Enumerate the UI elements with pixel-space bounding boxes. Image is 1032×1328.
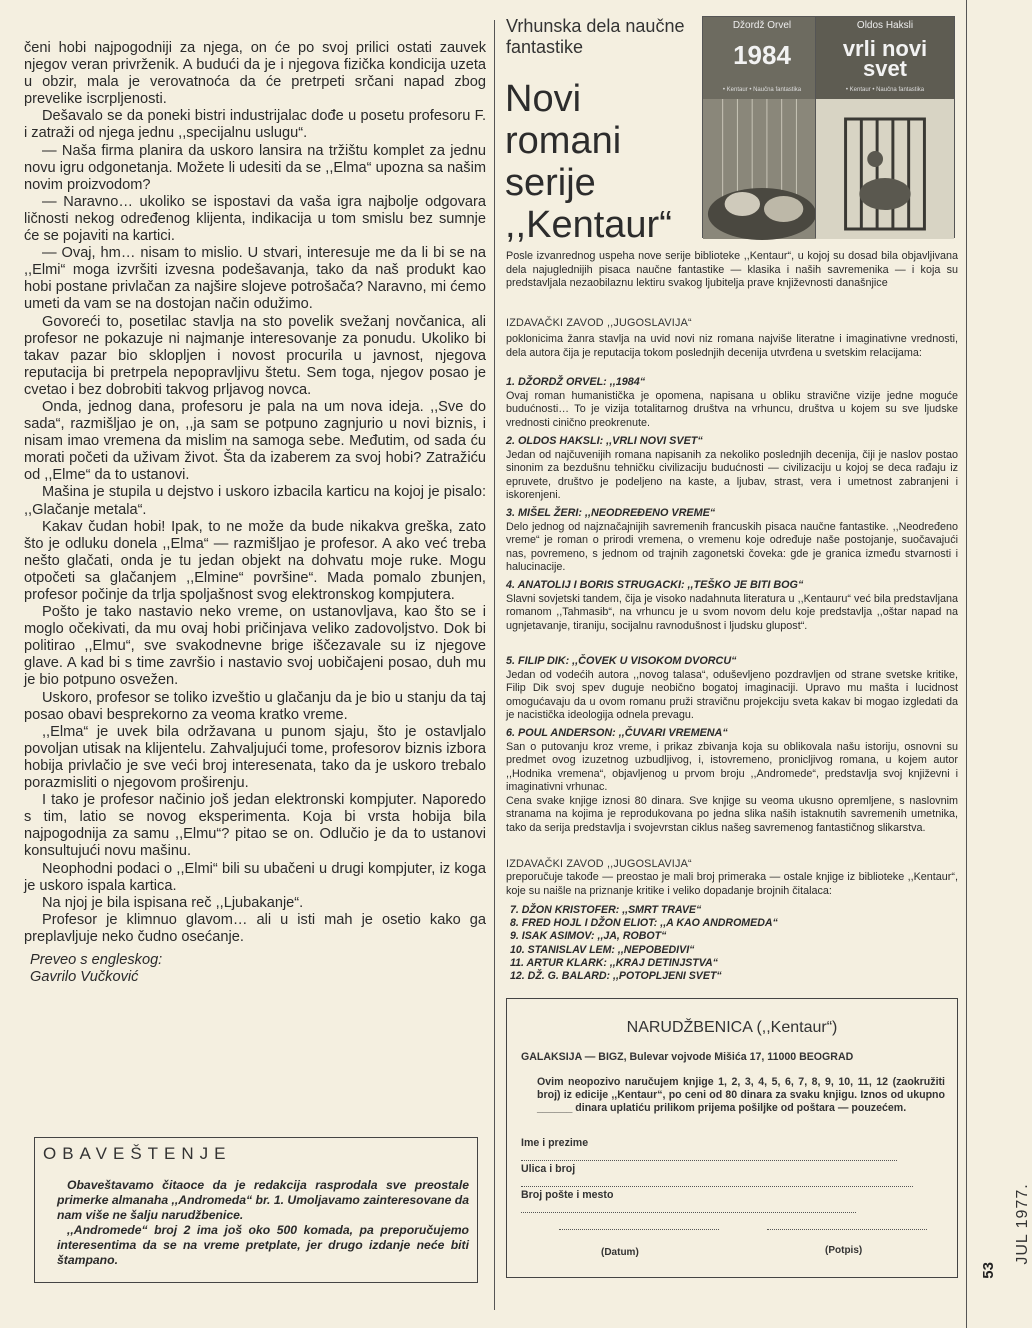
story-paragraph: — Ovaj, hm… nisam to mislio. U stvari, interesuje me da li bi se na ,,Elmi“ moga izvršiti izvesna podešavanja, tako da naš produkt kao hobi postane privlačan za najšire slojeve potrošača? Naravno, mi ćemo umeti da vam se na dostojan način odužimo. <box>24 245 486 313</box>
list-item: 7. DŽON KRISTOFER: ,,SMRT TRAVE“ <box>510 904 702 916</box>
book-entry-5 <box>506 655 958 723</box>
book-entry-4 <box>506 579 958 633</box>
book-entry-2 <box>506 435 958 503</box>
story-paragraph: Govoreći to, posetilac stavlja na sto povelik svežanj novčanica, ali profesor ne pokazuje ni najmanje interesovanje za ponudu. Ukoliko bi takav pazar bio sklopljen i novost procurila u javnost, njegova reputacija bi pretrpela nepopravljivu štetu. Sem toga, njegov posao je cvetao i bez dobrobiti takvog prljavog novca. <box>24 313 486 398</box>
notice-title: OBAVEŠTENJE <box>43 1144 232 1163</box>
series-subtitle: Vrhunska dela naučne fantastike <box>506 16 685 57</box>
series-title: Novi romani serije ,,Kentaur“ <box>505 78 672 246</box>
story-paragraph: Profesor je klimnuo glavom… ali u isti mah je osetio kako ga preplavljuje neko čudno osećanje. <box>24 911 486 945</box>
page-number: 53 <box>980 1262 997 1279</box>
story-paragraph: — Naša firma planira da uskoro lansira na tržištu komplet za jednu novu igru odgonetanja. Možete li udesiti da se ,,Elma“ upozna sa našim novim proizvodom? <box>24 142 486 193</box>
story-paragraph: čeni hobi najpogodniji za njega, on će po svoj prilici ostati zauvek njegov veran privrženik. A budući da je i njegova fizička kondicija uzeta u obzir, mala je verovatnoća da će pretrpeti srčani napad zbog prevelike iscrpljenosti. <box>24 40 486 108</box>
street-field[interactable] <box>521 1163 949 1187</box>
book-description: Jedan od vodećih autora ,,novog talasa“, oduševljeno pozdravljen od strane svetske kritike, Filip Dik svoj spev duguje neobično bogatoj imaginaciji. Upravo mu mašta i lucidnost omogućavaju da u ovom romanu pruži stravičnu projekciju sveta kakav bi mogao izgledati da je nacistička ideologija odnela prevagu. <box>506 668 958 721</box>
story-paragraph: Kakav čudan hobi! Ipak, to ne može da bude nikakva greška, zato što je odluku donela ,,Elma“ — razmišljao je profesor. A ako već treba nešto glačati, onda je tu jedan objekt na dohvatu moje ruke. Mogu otpočeti sa glačanjem ,,Elmine“ površine“. Mada pomalo zbunjen, profesor počinje da trlja spoljašnost svog elektronskog kompjutera. <box>24 518 486 603</box>
cover-author: Džordž Orvel <box>732 20 792 31</box>
story-paragraph: Neophodni podaci o ,,Elmi“ bili su ubačeni u drugi kompjuter, iz koga je uskoro ispala kartica. <box>24 860 486 894</box>
book-description: San o putovanju kroz vreme, i prikaz zbivanja koja su oblikovala našu istoriju, osnovni su predmet ovog izuzetnog uzbudljivog, i, istovremeno, pronicljivog romana, u kojem autor ,,Hodnika vremena“, objavljenog u prvom broju ,,Andromede“, predstavlja svoj književni i imaginativni vrhunac. <box>506 740 958 793</box>
book-entry-6 <box>506 727 958 835</box>
date-label: (Datum) <box>601 1247 639 1258</box>
cover-series-strip: • Kentaur • Naučna fantastika <box>845 87 925 93</box>
cover-illustration-icon <box>816 99 954 239</box>
cover-series-strip: • Kentaur • Naučna fantastika <box>722 87 802 93</box>
publisher-name: IZDAVAČKI ZAVOD ,,JUGOSLAVIJA“ <box>506 858 692 870</box>
story-paragraph: Dešavalo se da poneki bistri industrijalac dođe u posetu profesoru F. i zatraži od njega jednu ,,specijalnu uslugu“. <box>24 108 486 142</box>
book-heading: 1. DŽORDŽ ORVEL: ,,1984“ <box>506 376 646 388</box>
translator-label: Preveo s engleskog: <box>30 951 163 968</box>
book-heading: 4. ANATOLIJ I BORIS STRUGACKI: ,,TEŠKO JE BITI BOG“ <box>506 579 804 591</box>
more-books-list <box>510 904 950 983</box>
cover-title: vrli novi svet <box>842 36 928 81</box>
story-column <box>24 40 486 986</box>
story-paragraph: Mašina je stupila u dejstvo i uskoro izbacila karticu na kojoj je pisalo: ,,Glačanje metala“. <box>24 484 486 518</box>
notice-paragraph: ,,Andromede“ broj 2 ima još oko 500 komada, pa preporučujemo interesentima da se na vreme pretplate, jer drugo izdanje neće biti štampano. <box>57 1223 469 1267</box>
book-heading: 6. POUL ANDERSON: ,,ČUVARI VREMENA“ <box>506 727 728 739</box>
order-form-title: NARUDŽBENICA (,,Kentaur“) <box>626 1019 838 1036</box>
book-cover-1984 <box>702 16 822 238</box>
story-paragraph: — Naravno… ukoliko se ispostavi da vaša igra najbolje odgovara ličnosti nekog određenog klijenta, indikacija u tom smislu bez sumnje će se pojaviti na kartici. <box>24 193 486 245</box>
name-field-line[interactable] <box>521 1160 897 1161</box>
book-heading: 2. OLDOS HAKSLI: ,,VRLI NOVI SVET“ <box>506 435 703 447</box>
signature-line[interactable] <box>767 1229 927 1230</box>
book-cover-vrli-novi-svet <box>815 16 955 238</box>
name-field[interactable] <box>521 1137 949 1161</box>
issue-date: JUL 1977. <box>1014 1183 1031 1265</box>
post-field-label: Broj pošte i mesto <box>521 1189 614 1201</box>
book-description: Jedan od najčuvenijih romana napisanih za nekoliko poslednjih decenija, čiji je naslov postao sinonim za bezdušnu tehničku civilizaciju budućnosti — civilizaciju u kojoj se deca rađaju iz epruvete, društvo je podeljeno na kaste, a ljubav, strast, vera i umetnost zabranjeni i iskorenjeni. <box>506 448 958 501</box>
post-field-line[interactable] <box>521 1212 856 1213</box>
order-address: GALAKSIJA — BIGZ, Bulevar vojvode Mišića 17, 11000 BEOGRAD <box>521 1051 854 1063</box>
order-text: Ovim neopozivo naručujem knjige 1, 2, 3, 4, 5, 6, 7, 8, 9, 10, 11, 12 (zaokružiti broj) iz edicije ,,Kentaur“, po ceni od 80 dinara za svaku knjigu. Iznos od ukupno ______ dinara uplatiću prilikom prijema pošiljke od poštara — pouzećem. <box>537 1076 945 1115</box>
book-description: Ovaj roman humanistička je opomena, napisana u obliku stravične vizije jedne moguće budućnosti… To je vizija totalitarnog društva na vrhuncu, društva u kojem su sve ljudske vrednosti cinično preokrenute. <box>506 389 958 429</box>
publisher-name: IZDAVAČKI ZAVOD ,,JUGOSLAVIJA“ <box>506 317 692 329</box>
story-paragraph: Na njoj je bila ispisana reč ,,Ljubakanje“. <box>42 894 304 911</box>
cover-illustration-icon <box>703 99 821 239</box>
notice-text <box>57 1178 469 1268</box>
cover-author: Oldos Haksli <box>856 20 914 31</box>
book-heading: 3. MIŠEL ŽERI: ,,NEODREĐENO VREME“ <box>506 507 716 519</box>
book-entry-1 <box>506 376 958 430</box>
list-item: 9. ISAK ASIMOV: ,,JA, ROBOT“ <box>510 930 667 943</box>
street-field-line[interactable] <box>521 1186 913 1187</box>
series-intro: Posle izvanrednog uspeha nove serije biblioteke ,,Kentaur“, u kojoj su dosad bila objavljivana dela najuglednijih pisaca naučne fantastike — klasika i naših savremenika — i koja su predstavljala nezaobilaznu lektiru svakog ljubitelja prave književnosti današnjice <box>506 250 958 289</box>
pre-order-text: preporučuje takođe — preostao je mali broj primeraka — ostale knjige iz biblioteke ,,Kentaur“, koje su naišle na priznanje kritike i veliko dopadanje brojnih čitalaca: <box>506 871 958 897</box>
story-paragraph: Uskoro, profesor se toliko izveštio u glačanju da je bio u stanju da taj posao obavi besprekorno za veoma kratko vreme. <box>24 689 486 723</box>
notice-box <box>34 1137 478 1283</box>
book-heading: 5. FILIP DIK: ,,ČOVEK U VISOKOM DVORCU“ <box>506 655 737 667</box>
story-paragraph: I tako je profesor načinio još jedan elektronski kompjuter. Naporedo s tim, latio se novog eksperimenta. Koja bi vrsta hobija bila najpogodnija za samu ,,Elmu“? pitao se on. Odlučio je da to ustanovi konsultujući novu mašinu. <box>24 792 486 860</box>
date-line[interactable] <box>559 1229 719 1230</box>
notice-paragraph: Obaveštavamo čitaoce da je redakcija rasprodala sve preostale primerke almanaha ,,Andromeda“ br. 1. Umoljavamo zainteresovane da nam više ne šalju narudžbenice. <box>57 1178 469 1222</box>
list-item: 11. ARTUR KLARK: ,,KRAJ DETINJSTVA“ <box>510 956 718 969</box>
signature-label: (Potpis) <box>825 1245 863 1256</box>
book-entry-3 <box>506 507 958 575</box>
cover-title: 1984 <box>733 40 791 70</box>
list-item: 10. STANISLAV LEM: ,,NEPOBEDIVI“ <box>510 943 695 956</box>
story-paragraph: Pošto je tako nastavio neko vreme, on ustanovljava, kao što se i moglo očekivati, da mu ovaj hobi pričinjava veliko zadovoljstvo. Dok bi politirao ,,Elmu“, sve svakodnevne brige iščezavale su iz njegove glave. A kad bi s time završio i nastavio svoj uobičajeni posao, duh mu je bio potpuno osvežen. <box>24 604 486 689</box>
translator-name: Gavrilo Vučković <box>30 969 139 986</box>
story-paragraph: Onda, jednog dana, profesoru je pala na um nova ideja. ,,Sve do sada“, razmišljao je on, ,,ja sam se potpuno zagnjurio u novi biznis, i nisam imao vremena da mislim na samoga sebe. Međutim, od sada ću morati početi da uživam život. Šta da izaberem za svoj hobi? Zatražiću od ,,Elme“ da to ustanovi. <box>24 398 486 484</box>
price-note: Cena svake knjige iznosi 80 dinara. Sve knjige su veoma ukusno opremljene, s naslovnim stranama na kojima je reprodukovana po jedna slika naših istaknutih savremenih umetnika, tako da serija predstavlja i svojevrstan ciklus našeg savremenog fantastičnog slikarstva. <box>506 794 958 834</box>
book-description: Slavni sovjetski tandem, čija je visoko nadahnuta literatura u ,,Kentauru“ već bila predstavljana romanom ,,Tahmasib“, na vrhuncu je u svom novom delu koje predstavlja ,,oštar napad na ugnjetavanje, tiraniju, socijalnu ravnodušnost i ljudsku glupost“. <box>506 592 958 632</box>
list-item: 12. DŽ. G. BALARD: ,,POTOPLJENI SVET“ <box>510 970 722 983</box>
column-divider <box>494 20 495 1310</box>
book-description: Delo jednog od najznačajnijih savremenih francuskih pisaca naučne fantastike. ,,Neodređeno vreme“ je roman o prirodi vremena, o vremenu koje određuje naše postojanje, suočavajući nas, povremeno, s jednom od trajnih zagonetski čoveka: gde je granica između stvarnosti i halucinacije. <box>506 520 958 573</box>
books-intro: poklonicima žanra stavlja na uvid novi niz romana najviše literatne i imaginativne vrednosti, dela autora čija je reputacija tokom poslednjih decenija utvrđena u svetskim relacijama: <box>506 333 958 359</box>
name-field-label: Ime i prezime <box>521 1137 589 1149</box>
order-form <box>506 998 958 1278</box>
story-paragraph: ,,Elma“ je uvek bila održavana u punom sjaju, što je ostavljalo povoljan utisak na klijentelu. Zahvaljujući tome, profesorov biznis izbora hobija privlačio je sve veći broj interesenata, tako da je uskoro trebalo porazmisliti o njegovom proširenju. <box>24 723 486 792</box>
post-field[interactable] <box>521 1189 949 1213</box>
list-item: 8. FRED HOJL I DŽON ELIOT: ,,A KAO ANDROMEDA“ <box>510 917 778 930</box>
margin-divider <box>966 0 967 1328</box>
street-field-label: Ulica i broj <box>521 1163 576 1175</box>
